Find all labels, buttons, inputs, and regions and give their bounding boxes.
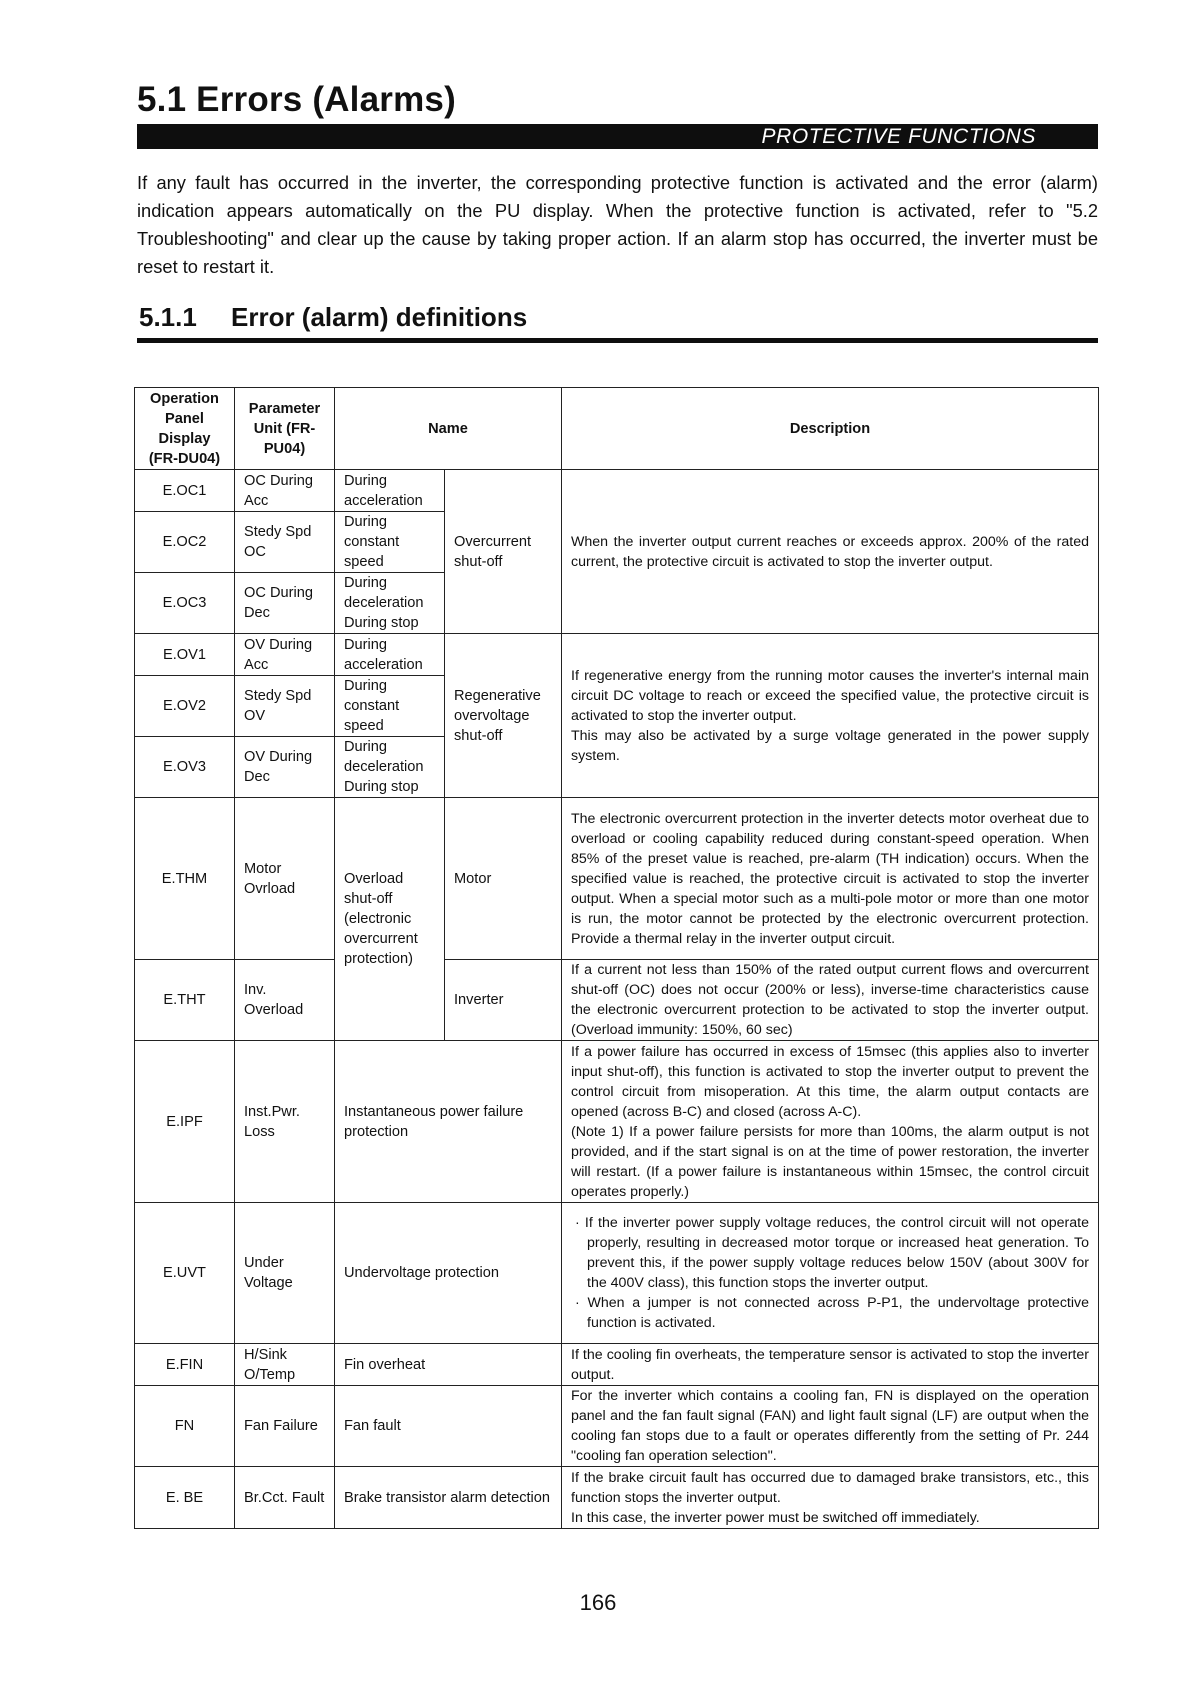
param-cell: Fan Failure [235,1386,335,1467]
name-cell: Motor [445,798,562,960]
header-display: Operation Panel Display (FR-DU04) [135,388,235,470]
description-bullet: · When a jumper is not connected across P-P1, the undervoltage protective function is activated. [575,1295,1089,1331]
name-cell: During deceleration During stop [335,737,445,798]
table-row [135,1467,1099,1529]
code-cell: E.OV1 [135,634,235,676]
name-cell: During acceleration [335,634,445,676]
name-cell: Inverter [445,960,562,1041]
page-number: 166 [579,1590,617,1615]
param-cell: OC During Acc [235,470,335,512]
code-cell: E. BE [135,1467,235,1529]
param-cell: Inst.Pwr. Loss [235,1041,335,1203]
subsection-number: 5.1.1 [139,302,197,332]
description-text: This may also be activated by a surge voltage generated in the power supply system. [571,727,1089,764]
header-name: Name [335,388,562,470]
param-cell: Under Voltage [235,1203,335,1344]
table-header-row [135,388,1099,470]
banner-label: PROTECTIVE FUNCTIONS [761,125,1036,148]
table-row [135,1041,1099,1203]
param-cell: Inv. Overload [235,960,335,1041]
description-note: (Note 1) If a power failure persists for more than 100ms, the alarm output is not provided, and if the start signal is on at the time of power restoration, the inverter will restart. (If a power failure is instantaneous within 15msec, the control circuit operates properly.) [571,1123,1089,1200]
description-text: If a power failure has occurred in excess of 15msec (this applies also to inverter input shut-off), this function is activated to stop the inverter output to prevent the control circuit from misoperation. At this time, the alarm output contacts are opened (across B-C) and closed (across A-C). [571,1043,1089,1120]
param-cell: H/Sink O/Temp [235,1344,335,1386]
description-cell: For the inverter which contains a cooling fan, FN is displayed on the operation panel and the fan fault signal (FAN) and light fault signal (LF) are output when the cooling fan stops due to a fault or operates differently from the setting of Pr. 244 "cooling fan operation selection". [562,1386,1099,1467]
param-cell: OV During Acc [235,634,335,676]
table-row [135,960,1099,1041]
description-cell: If a current not less than 150% of the rated output current flows and overcurrent shut-off (OC) does not occur (200% or less), inverse-time characteristics cause the electronic overcurrent protection to be activated to stop the inverter output. (Overload immunity: 150%, 60 sec) [562,960,1099,1041]
section-banner [137,124,1098,149]
table-row [135,470,1099,512]
param-cell: Br.Cct. Fault [235,1467,335,1529]
code-cell: E.IPF [135,1041,235,1203]
code-cell: E.OC2 [135,512,235,573]
description-cell: The electronic overcurrent protection in the inverter detects motor overheat due to overload or cooling capability reduced during constant-speed operation. When 85% of the preset value is reached, pre-alarm (TH indication) occurs. When the specified value is reached, the protective circuit is activated to stop the inverter output. When a special motor such as a multi-pole motor or more than one motor is run, the motor cannot be protected by the electronic overcurrent protection. Provide a thermal relay in the inverter output circuit. [562,798,1099,960]
name-cell: During deceleration During stop [335,573,445,634]
section-title: 5.1 Errors (Alarms) [137,80,456,119]
name-cell: Brake transistor alarm detection [335,1467,562,1529]
description-text: If regenerative energy from the running motor causes the inverter's internal main circuit DC voltage to reach or exceed the specified value, the protective circuit is activated to stop the inverter output. [571,667,1089,724]
group-cell: Regenerative overvoltage shut-off [445,634,562,798]
description-text: In this case, the inverter power must be switched off immediately. [571,1509,980,1526]
name-cell: Instantaneous power failure protection [335,1041,562,1203]
name-cell: During constant speed [335,512,445,573]
table-row [135,1203,1099,1344]
description-cell [562,1467,1099,1529]
description-cell [562,1041,1099,1203]
table-row [135,634,1099,676]
description-cell [562,1203,1099,1344]
param-cell: Stedy Spd OC [235,512,335,573]
code-cell: FN [135,1386,235,1467]
description-text: If the brake circuit fault has occurred due to damaged brake transistors, etc., this function stops the inverter output. [571,1469,1089,1506]
subsection-label: Error (alarm) definitions [231,302,528,332]
param-cell: OC During Dec [235,573,335,634]
name-cell: Fin overheat [335,1344,562,1386]
code-cell: E.UVT [135,1203,235,1344]
description-cell [562,634,1099,798]
intro-paragraph: If any fault has occurred in the inverter, the corresponding protective function is activated and the error (alarm) indication appears automatically on the PU display. When the protective function is activated, refer to "5.2 Troubleshooting" and clear up the cause by taking proper action. If an alarm stop has occurred, the inverter must be reset to restart it. [137,172,1098,277]
code-cell: E.OC1 [135,470,235,512]
table-row [135,798,1099,960]
description-bullet: · If the inverter power supply voltage reduces, the control circuit will not operate properly, resulting in decreased motor torque or increased heat generation. To prevent this, if the power supply voltage reduces below 150V (about 300V for the 400V class), this function stops the inverter output. [575,1215,1089,1291]
param-cell: Motor Ovrload [235,798,335,960]
error-definitions-table [134,387,1099,1529]
code-cell: E.OC3 [135,573,235,634]
param-cell: OV During Dec [235,737,335,798]
name-cell: Undervoltage protection [335,1203,562,1344]
param-cell: Stedy Spd OV [235,676,335,737]
subsection-title [139,302,527,333]
name-cell: Fan fault [335,1386,562,1467]
table-row [135,1386,1099,1467]
code-cell: E.THM [135,798,235,960]
header-description: Description [562,388,1099,470]
group-cell: Overload shut-off (electronic overcurrent protection) [335,798,445,1041]
code-cell: E.FIN [135,1344,235,1386]
code-cell: E.OV3 [135,737,235,798]
description-cell: When the inverter output current reaches or exceeds approx. 200% of the rated current, the protective circuit is activated to stop the inverter output. [562,470,1099,634]
table-row [135,1344,1099,1386]
subsection-rule [137,338,1098,343]
group-cell: Overcurrent shut-off [445,470,562,634]
code-cell: E.OV2 [135,676,235,737]
header-param: Parameter Unit (FR-PU04) [235,388,335,470]
name-cell: During acceleration [335,470,445,512]
description-cell: If the cooling fin overheats, the temperature sensor is activated to stop the inverter output. [562,1344,1099,1386]
name-cell: During constant speed [335,676,445,737]
code-cell: E.THT [135,960,235,1041]
